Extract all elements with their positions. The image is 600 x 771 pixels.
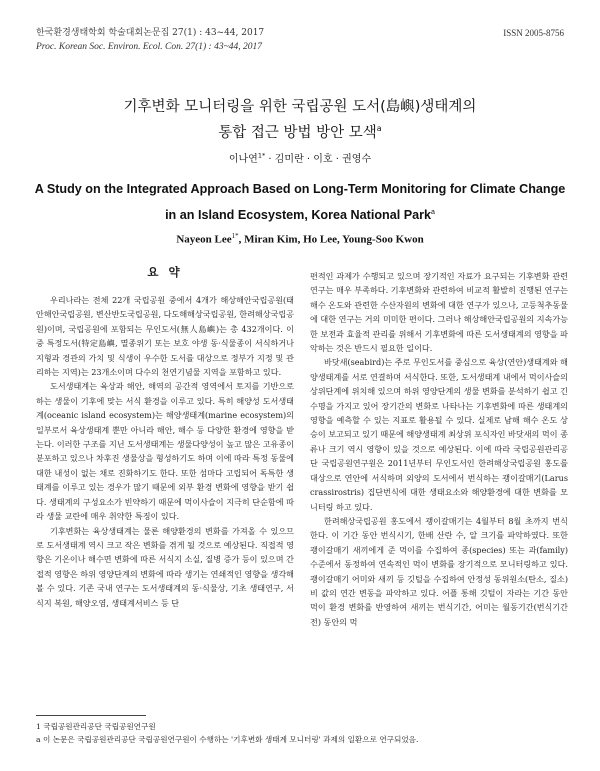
title-english	[20, 177, 580, 227]
abstract-paragraph: 바닷새(seabird)는 주로 무인도서를 중심으로 육상(연안)생태계와 해양생태계를 서로 연결하며 서식한다. 또한, 도서생태계 내에서 먹이사슬의 상위단계에 위치해 있으며 하위 영양단계의 생물 변화를 분석하기 쉽고 긴 수명을 가지고 있어 장기간의 변화로 나타나는 기후변화에 따른 생태계의 영향을 예측할 수 있는 지표로 활용될 수 있다. 실제로 남해 해수 온도 상승이 보고되고 있기 때문에 해양생태계 최상위 포식자인 바닷새의 먹이 종류나 크기 역시 영향이 있을 것으로 예상된다. 이에 따라 국립공원관리공단 국립공원연구원은 2011년부터 무인도서인 한려해상국립공원 홍도를 대상으로 연안에 서식하며 외양의 도서에서 번식하는 괭이갈매기(Larus crassirostris) 집단번식에 대한 생태요소와 해양환경에 대한 변화를 모니터링 하고 있다.	[310, 357, 568, 512]
footnote-divider	[36, 715, 146, 716]
footnote-affiliation: 1 국립공원관리공단 국립공원연구원	[36, 722, 156, 731]
title-english-line1: A Study on the Integrated Approach Based on Long-Term Monitoring for Climate Change	[34, 182, 566, 196]
authors-rest-ko: · 김미란 · 이호 · 권영수	[265, 154, 372, 165]
author-first-en: Nayeon Lee	[176, 233, 232, 246]
abstract-column-left	[36, 293, 294, 610]
abstract-paragraph: 기후변화는 육상생태계는 물론 해양환경의 변화를 가져올 수 있으므로 도서생태계 역시 크고 작은 변화를 겪게 될 것으로 예상된다. 직접적 영향은 기온이나 해수면 변화에 따른 서식지 소실, 질병 증가 등이 있으며 간접적 영향은 하위 영양단계의 변화에 따라 생기는 연쇄적인 영향을 생각해 볼 수 있다. 기존 국내 연구는 도서생태계의 동·식물상, 기초 생태연구, 서식지 복원, 해양오염, 생태계서비스 등 단	[36, 525, 294, 608]
title-english-footnote-mark: a	[431, 209, 435, 216]
author-first-en-mark: 1*	[231, 232, 239, 240]
abstract-paragraph: 우리나라는 전체 22개 국립공원 중에서 4개가 해상해안국립공원(태안해안국립공원, 변산반도국립공원, 다도해해상국립공원, 한려해상국립공원)이며, 국립공원에 포함되는 무인도서(無人島嶼)는 총 432개이다. 이 중 특정도서(特定島嶼, 멸종위기 또는 보호 야생 동·식물종이 서식하거나 지형과 경관의 가치 및 식생이 우수한 도서를 대상으로 정부가 지정 및 관리하는 지역)는 23개소이며 다수의 천연기념물 지역을 포함하고 있다.	[36, 295, 294, 378]
title-english-line2	[20, 201, 580, 227]
journal-citation-ko: 한국환경생태학회 학술대회논문집 27(1) : 43~44, 2017	[36, 28, 265, 38]
footnotes	[36, 721, 564, 746]
abstract-paragraph: 편적인 과제가 수행되고 있으며 장기적인 자료가 요구되는 기후변화 관련 연구는 매우 부족하다. 기후변화와 관련하여 비교적 활발히 진행된 연구는 해수 온도와 관련한 수산자원의 변화에 대한 연구가 있으나, 고등척추동물에 대한 연구는 거의 미미한 편이다. 그러나 해상해안국립공원의 지속가능한 보전과 효율적 관리를 위해서 기후변화에 따른 도서생태계의 영향을 파악하는 것은 반드시 필요한 일이다.	[310, 271, 568, 354]
authors-korean	[40, 150, 560, 165]
authors-english	[20, 232, 580, 246]
author-first-ko: 이나연	[228, 154, 258, 165]
title-korean	[40, 96, 560, 144]
journal-citation	[36, 26, 264, 54]
footnote-funding: a 이 논문은 국립공원관리공단 국립공원연구원이 수행하는 '기후변화 생태계 모니터링' 과제의 일환으로 연구되었음.	[36, 734, 419, 744]
title-english-line2-text: in an Island Ecosystem, Korea National Park	[165, 208, 432, 223]
journal-citation-en: Proc. Korean Soc. Environ. Ecol. Con. 27(1) : 43~44, 2017	[36, 42, 262, 52]
abstract-column-right	[310, 269, 568, 629]
journal-header	[36, 26, 564, 66]
title-korean-line2-text: 통합 접근 방법 방안 모색	[218, 124, 377, 141]
title-korean-line2	[40, 118, 560, 144]
abstract-heading: 요 약	[147, 265, 183, 279]
title-korean-footnote-mark: a	[376, 124, 382, 133]
abstract-paragraph: 도서생태계는 육상과 해안, 해역의 공간적 영역에서 토지를 기반으로 하는 생물이 기후에 맞는 서식 환경을 이루고 있다. 특히 해양성 도서생태계(oceanic island ecosystem)는 해양생태계(marine ecosystem)의 일부로서 육상생태계 뿐만 아니라 해안, 해수 등 다양한 환경에 영향을 받는다. 이러한 구조를 지닌 도서생태계는 생물다양성이 높고 많은 고유종이 분포하고 있으나 차후진 생물상을 형성하기도 하며 이에 따라 특정 동물에 대한 내성이 없는 채로 진화하기도 한다. 또한 섬마다 고립되어 독특한 생태계를 이루고 있는 경우가 많기 때문에 외부 환경 변화에 영향을 받기 쉽다. 생태계의 구성요소가 빈약하기 때문에 먹이사슬이 지극히 단순함에 따라 생물 교란에 매우 취약한 특징이 있다.	[36, 381, 294, 522]
author-first-ko-mark: 1*	[257, 151, 266, 160]
issn: ISSN 2005-8756	[503, 28, 564, 38]
authors-rest-en: , Miran Kim, Ho Lee, Young-Soo Kwon	[238, 233, 424, 246]
title-korean-line1: 기후변화 모니터링을 위한 국립공원 도서(島嶼)생태계의	[123, 99, 477, 115]
abstract-paragraph: 한려해상국립공원 홍도에서 괭이갈매기는 4월부터 8월 초까지 번식한다. 이 기간 동안 번식시기, 한배 산란 수, 알 크기를 파악하였다. 또한 괭이갈매기 새끼에게 준 먹이를 수집하여 종(species) 또는 과(family) 수준에서 동정하여 연속적인 먹이 변화를 장기적으로 모니터링하고 있다. 괭이갈매기 어미와 새끼 등 깃털을 수집하여 안정성 동위원소(탄소, 질소) 비 값의 연간 변동을 파악하고 있다. 어플 통해 깃털이 자라는 기간 동안 먹이 환경 변화를 반영하여 새끼는 번식기간, 어미는 월동기간(번식기간 전) 동안의 먹	[310, 515, 568, 627]
